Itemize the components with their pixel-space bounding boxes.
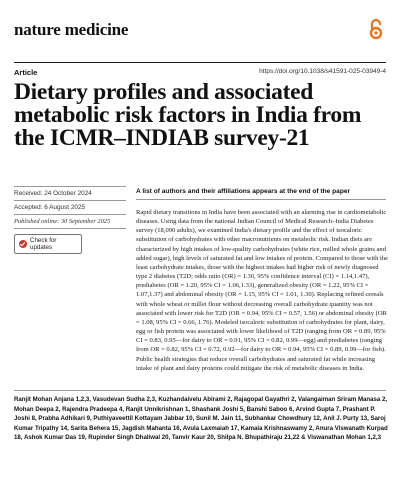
accepted-date: Accepted: 6 August 2025 xyxy=(14,200,126,214)
received-date: Received: 24 October 2024 xyxy=(14,186,126,200)
doi-link[interactable]: https://doi.org/10.1038/s41591-025-03949-4 xyxy=(259,68,386,75)
authors-note: A list of authors and their affiliations appears at the end of the paper xyxy=(136,188,351,195)
journal-name[interactable]: nature medicine xyxy=(14,20,129,39)
author-list: Ranjit Mohan Anjana 1,2,3, Vasudevan Sudha 2,3, Kuzhandaivelu Abirami 2, Rajagopal Gayathri 2, Valangaiman Sriram Manasa 2, Mohan Deepa 2, Rajendra Pradeepa 4, Ranjit Unnikrishnan 1, Shashank Joshi 5, Banshi Saboo 6, Arvind Gupta 7, Prashant P. Joshi 8, Prabha Adhikari 9, Puthiyaveettil Kottayam Jabbar 10, Sunil M. Jain 11, Subhankar Chowdhury 12, Anil J. Purty 13, Saroj Kumar Tripathy 14, Sarita Behera 15, Jagdish Mahanta 16, Avula Laxmaiah 17, Kamala Krishnaswamy 2, Anura Viswanath Kurpad 18, Ashok Kumar Das 19, Rupinder Singh Dhaliwal 20, Tanvir Kaur 20, Shilpa N. Bhupathiraju 21,22 & Viswanathan Mohan 1,2,3 xyxy=(14,396,388,442)
open-access-icon xyxy=(368,18,384,40)
article-title: Dietary profiles and associated metabolic risk factors in India from the ICMR–INDIAB survey-21 xyxy=(14,79,362,151)
article-type-label: Article xyxy=(14,68,38,77)
abstract-divider xyxy=(136,199,386,200)
article-meta xyxy=(14,186,126,257)
check-updates-row xyxy=(14,228,126,257)
check-updates-icon xyxy=(19,240,27,248)
check-for-updates-button[interactable] xyxy=(14,234,82,254)
abstract-text: Rapid dietary transitions in India have been associated with an alarming rise in cardiometabolic diseases. Using data from the national Indian Council of Medical Research–India Diabetes survey (18,090 adults), we examined India's dietary profile and the effect of isocaloric substitution of carbohydrates with other macronutrients on metabolic risk. Indian diets are characterized by high intakes of low-quality carbohydrates (white rice, milled whole grains and added sugar), high levels of saturated fat and low intakes of protein. Compared to those with the least carbohydrate intakes, those with the highest intakes had higher risk of newly diagnosed type 2 diabetes (T2D; odds ratio (OR) = 1.30, 95% confidence interval (CI) = 1.14,1.47), prediabetes (OR = 1.20, 95% CI = 1.06,1.33), generalized obesity (OR = 1.22, 95% CI = 1.07,1.37) and abdominal obesity (OR = 1.15, 95% CI = 1.01, 1.30). Replacing refined cereals with whole wheat or millet flour without decreasing overall carbohydrate quantity was not associated with lower risk for T2D (OR = 0.94, 95% CI = 0.57, 1.56) or abdominal obesity (OR = 1.08, 95% CI = 0.66, 1.76). Modeled isocaloric substitution of carbohydrates for plant, dairy, egg or fish protein was associated with lower likelihood of T2D (ranging from OR = 0.89, 95% CI = 0.83, 0.95—for dairy to OR = 0.91, 95% CI = 0.82, 0.99—egg) and prediabetes (ranging from OR = 0.82, 95% CI = 0.72, 0.92—for dairy to OR = 0.94, 95% CI = 0.89, 0.99—for fish). Public health strategies that reduce overall carbohydrates and saturated fat while increasing intake of plant and dairy proteins could mitigate the risk of metabolic diseases in India. xyxy=(136,209,388,372)
header-divider xyxy=(14,62,386,63)
check-updates-label: Check for updates xyxy=(30,237,57,251)
published-date: Published online: 30 September 2025 xyxy=(14,214,126,228)
page-header xyxy=(14,14,386,54)
authors-divider xyxy=(14,390,386,391)
